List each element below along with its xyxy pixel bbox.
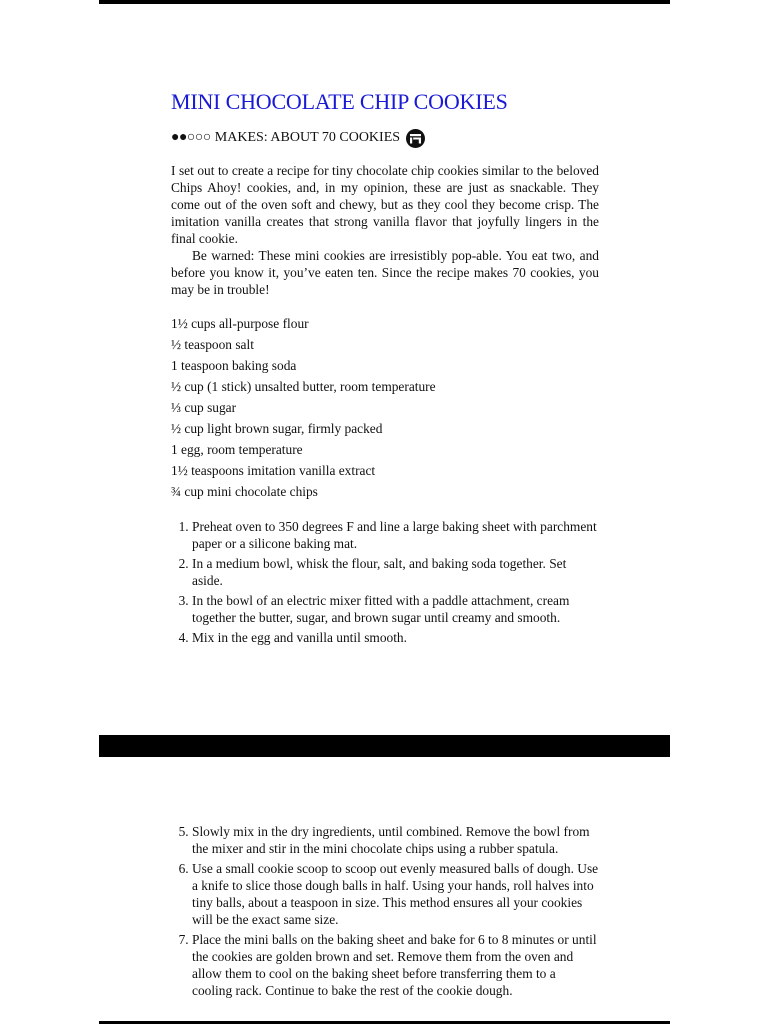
yield-line [171, 128, 599, 148]
instruction-step: 4. Mix in the egg and vanilla until smooth. [192, 629, 599, 646]
ingredient-item: ½ cup (1 stick) unsalted butter, room temperature [171, 379, 436, 394]
instruction-step: 1. Preheat oven to 350 degrees F and line a large baking sheet with parchment paper or a silicone baking mat. [192, 518, 599, 552]
ingredient-item: ¾ cup mini chocolate chips [171, 484, 318, 499]
page-break-divider [99, 735, 670, 757]
ingredient-item: ½ teaspoon salt [171, 337, 254, 352]
ingredient-item: 1½ cups all-purpose flour [171, 316, 309, 331]
instruction-step: 5. Slowly mix in the dry ingredients, until combined. Remove the bowl from the mixer and stir in the mini chocolate chips using a rubber spatula. [192, 823, 599, 857]
instruction-step: 2. In a medium bowl, whisk the flour, salt, and baking soda together. Set aside. [192, 555, 599, 589]
yield-text: MAKES: ABOUT 70 COOKIES [214, 130, 401, 145]
recipe-title: MINI CHOCOLATE CHIP COOKIES [171, 89, 508, 114]
instructions-list [171, 518, 599, 646]
ingredients-list [171, 313, 599, 502]
instruction-step: 3. In the bowl of an electric mixer fitted with a paddle attachment, cream together the butter, sugar, and brown sugar until creamy and smooth. [192, 592, 599, 626]
instructions-list-continued [171, 823, 599, 999]
instruction-step: 7. Place the mini balls on the baking sheet and bake for 6 to 8 minutes or until the cookies are golden brown and set. Remove them from the oven and allow them to cool on the baking sheet before transferring them to a cooling rack. Continue to bake the rest of the cookie dough. [192, 931, 599, 999]
ingredient-item: 1 teaspoon baking soda [171, 358, 297, 373]
recipe-page-2 [171, 823, 599, 1002]
page-top-border [99, 0, 670, 4]
ingredient-item: 1½ teaspoons imitation vanilla extract [171, 463, 376, 478]
recipe-page-1 [171, 88, 599, 649]
ingredient-item: 1 egg, room temperature [171, 442, 303, 457]
difficulty-rating: ●●○○○ [171, 130, 211, 145]
instruction-step: 6. Use a small cookie scoop to scoop out evenly measured balls of dough. Use a knife to slice those dough balls in half. Using your hands, roll halves into tiny balls, about a teaspoon in size. This method ensures all your cookies will be the exact same size. [192, 860, 599, 928]
ingredient-item: ½ cup light brown sugar, firmly packed [171, 421, 383, 436]
recipe-intro [171, 162, 599, 298]
intro-paragraph: I set out to create a recipe for tiny chocolate chip cookies similar to the beloved Chips Ahoy! cookies, and, in my opinion, these are just as snackable. They come out of the oven soft and chewy, but as they cool they become crisp. The imitation vanilla creates that strong vanilla flavor that joyfully lingers in the final cookie. [171, 163, 599, 246]
ingredient-item: ⅓ cup sugar [171, 400, 237, 415]
intro-paragraph: Be warned: These mini cookies are irresistibly pop-able. You eat two, and before you know it, you’ve eaten ten. Since the recipe makes 70 cookies, you may be in trouble! [171, 248, 599, 297]
timer-badge-icon [406, 129, 425, 148]
